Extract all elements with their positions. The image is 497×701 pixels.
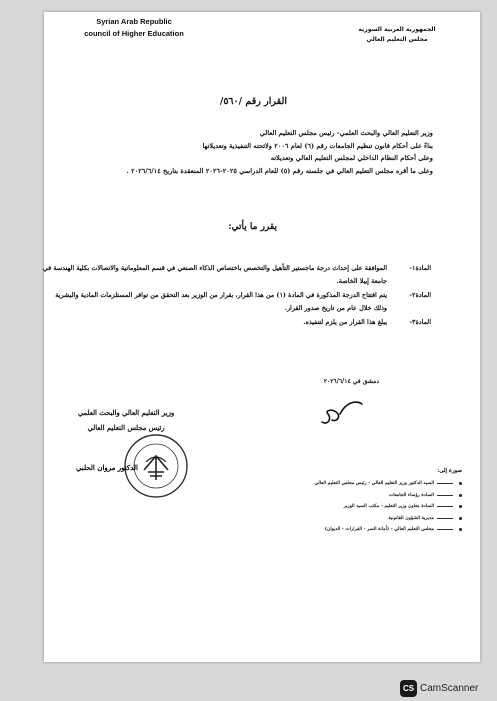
copy-to-list [270, 478, 462, 536]
bullet-icon [459, 528, 462, 531]
bullet-icon [459, 482, 462, 485]
decides-heading: يقرر ما يأتي: [228, 222, 277, 232]
list-item [270, 490, 462, 502]
list-item [270, 513, 462, 525]
camscanner-logo-icon: CS [400, 680, 417, 697]
signatory-title2: رئيس مجلس التعليم العالي [87, 424, 165, 432]
header-arabic [352, 25, 442, 45]
copy-to-title: صورة إلى: [437, 468, 462, 474]
bullet-icon [459, 517, 462, 520]
list-item [270, 478, 462, 490]
copy-recipient: مجلس التعليم العالي - (أمانة السر - القرارات - الديوان) [324, 527, 434, 532]
bullet-icon [459, 494, 462, 497]
list-item [270, 524, 462, 536]
intro-line: بناءً على أحكام قانون تنظيم الجامعات رقم (٦) لعام ٢٠٠٦ ولائحته التنفيذية وتعديلاتها [202, 141, 433, 150]
article-2 [41, 289, 431, 315]
article-label: المادة١- [409, 264, 431, 272]
copy-recipient: السيد الدكتور وزير التعليم العالي - رئيس مجلس التعليم العالي [314, 481, 434, 486]
dash-icon [437, 506, 453, 507]
header-en-line1: Syrian Arab Republic [96, 17, 172, 26]
intro-line: وعلى ما أقره مجلس التعليم العالي في جلسته رقم (٥) للعام الدراسي ٢٠٢٥-٢٠٢٦ المنعقدة بتاريخ ٢٠٢٦/٦/١٤ . [126, 166, 433, 175]
article-text: يتم افتتاح الدرجة المذكورة في المادة (١) من هذا القرار، بقرار من الوزير بعد التحقق من توافر المستلزمات المادية والبشرية وذلك خلال عام من تاريخ صدور القرار. [55, 291, 387, 312]
signatory-title1: وزير التعليم العالي والبحث العلمي [77, 409, 175, 417]
copy-recipient: مديرية الشؤون القانونية [388, 515, 434, 521]
article-label: المادة٣- [409, 318, 431, 326]
articles-list [41, 262, 431, 330]
dash-icon [437, 529, 453, 530]
article-1 [41, 262, 431, 288]
camscanner-watermark [400, 680, 478, 697]
intro-line: وعلى أحكام النظام الداخلي لمجلس التعليم العالي وتعديلاته [270, 154, 433, 162]
signatory-name: الدكتور مروان الحلبي [76, 463, 139, 472]
bullet-icon [459, 505, 462, 508]
header-en-line2: council of Higher Education [84, 29, 184, 38]
header-english [74, 16, 194, 40]
article-text: يبلغ هذا القرار من يلزم لتنفيذه. [303, 318, 387, 326]
copy-recipient: السادة معاون وزير التعليم - مكتب السيد الوزير [343, 504, 434, 509]
header-ar-line1: الجمهورية العربية السورية [358, 26, 436, 33]
dash-icon [437, 495, 453, 496]
article-label: المادة٢- [409, 291, 431, 299]
copy-recipient: السادة رؤساء الجامعات [388, 492, 434, 498]
place-date: دمشق في ٢٠٢٦/٦/١٤ [323, 378, 379, 385]
list-item [270, 501, 462, 513]
header-ar-line2: مجلس التعليم العالي [366, 36, 428, 43]
document-page [44, 12, 480, 662]
decree-title: القرار رقم /٥٦٠/ [219, 96, 287, 107]
dash-icon [437, 518, 453, 519]
signature-icon [318, 396, 368, 428]
copy-to-block [270, 468, 462, 536]
dash-icon [437, 483, 453, 484]
camscanner-label: CamScanner [420, 683, 479, 694]
decree-intro [53, 127, 433, 177]
article-text: الموافقة على إحداث درجة ماجستير التأهيل والتخصص باختصاص الذكاء الصنعي في قسم المعلوماتية والاتصالات بكلية الهندسة في جامعة إيبلا الخاصة. [42, 264, 387, 285]
article-3 [41, 316, 431, 329]
intro-line: وزير التعليم العالي والبحث العلمي- رئيس مجلس التعليم العالي [259, 129, 433, 137]
